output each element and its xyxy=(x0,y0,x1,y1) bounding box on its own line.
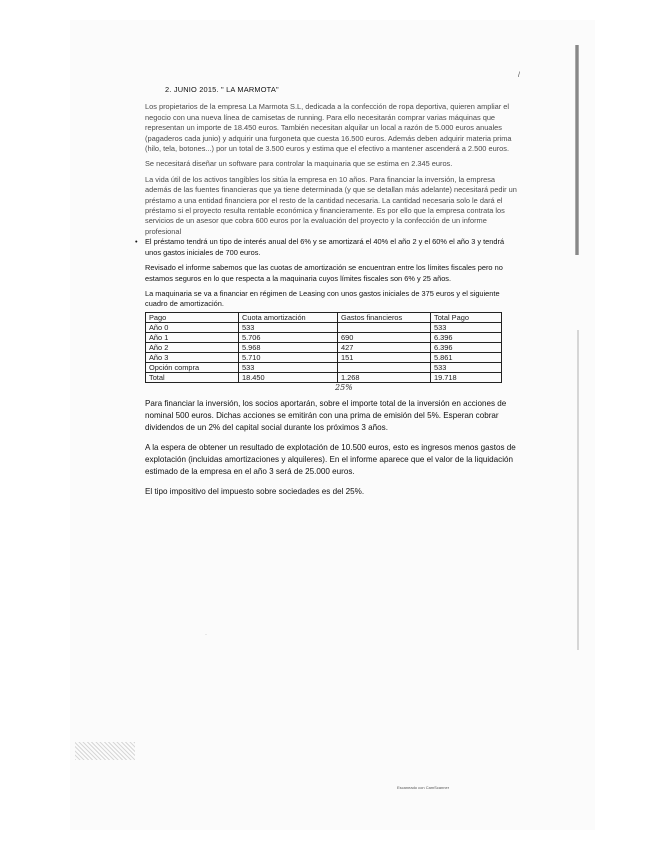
table-cell: 533 xyxy=(431,362,502,372)
paragraph-explotacion: A la espera de obtener un resultado de explotación de 10.500 euros, esto es ingresos menos gastos de explotación (incluidas amortizaciones y alquileres). En el informe aparece que el valor de la liquidación estimado de la empresa en el año 3 será de 25.000 euros. xyxy=(145,442,516,476)
table-row xyxy=(146,362,502,372)
table-header-cell: Total Pago xyxy=(431,312,502,322)
paragraph-software: Se necesitará diseñar un software para controlar la maquinaria que se estima en 2.345 euros. xyxy=(145,159,453,169)
scan-dot: · xyxy=(205,632,207,638)
paragraph-impuesto: El tipo impositivo del impuesto sobre sociedades es del 25%. xyxy=(145,486,365,496)
table-header-row xyxy=(146,312,502,322)
paragraph-activos: La vida útil de los activos tangibles los sitúa la empresa en 10 años. Para financiar la inversión, la empresa además de las fuentes financieras que ya tiene determinada (y que se detallan más adelante) necesitará pedir un préstamo a una entidad financiera por el resto de la cantidad necesaria. La cantidad necesaria solo le dará el préstamo si el proyecto resulta rentable económica y financieramente. Es por ello que la empresa contrata los servicios de un asesor que cobra 600 euros por la evaluación del proyecto y la confección de un informe profesional xyxy=(145,174,517,236)
leasing-amortization-table xyxy=(145,312,502,383)
paragraph-prestamo-text: El préstamo tendrá un tipo de interés anual del 6% y se amortizará el 40% el año 2 y el 60% el año 3 y tendrá unos gastos iniciales de 700 euros. xyxy=(145,237,505,257)
table-cell: 151 xyxy=(338,352,431,362)
bullet-mark: • xyxy=(135,237,138,247)
scan-smudge xyxy=(75,742,135,760)
table-cell: Año 3 xyxy=(146,352,239,362)
table-cell: 5.706 xyxy=(239,332,338,342)
table-cell: Año 2 xyxy=(146,342,239,352)
table-cell: Total xyxy=(146,372,239,382)
table-cell: 19.718 xyxy=(431,372,502,382)
table-cell: Año 1 xyxy=(146,332,239,342)
page-edge-shadow-faint xyxy=(577,330,579,650)
table-row xyxy=(146,332,502,342)
table-cell: 1.268 xyxy=(338,372,431,382)
table-cell: 533 xyxy=(239,322,338,332)
table-cell xyxy=(338,362,431,372)
table-cell xyxy=(338,322,431,332)
table-cell: 5.861 xyxy=(431,352,502,362)
table-cell: Opción compra xyxy=(146,362,239,372)
handwritten-note: 25% xyxy=(335,382,353,392)
table-header-cell: Cuota amortización xyxy=(239,312,338,322)
paragraph-informe: Revisado el informe sabemos que las cuotas de amortización se encuentran entre los límites fiscales pero no estamos seguros en lo que respecta a la maquinaria cuyos límites fiscales son 6% y 25 años. xyxy=(145,263,503,283)
table-cell: 533 xyxy=(239,362,338,372)
table-cell: 690 xyxy=(338,332,431,342)
paragraph-leasing: La maquinaria se va a financiar en régimen de Leasing con unos gastos iniciales de 375 euros y el siguiente cuadro de amortización. xyxy=(145,288,500,309)
table-row xyxy=(146,342,502,352)
table-cell: Año 0 xyxy=(146,322,239,332)
paragraph-prestamo xyxy=(135,237,520,258)
table-cell: 533 xyxy=(431,322,502,332)
table-cell: 6.396 xyxy=(431,342,502,352)
paragraph-intro: Los propietarios de la empresa La Marmota S.L, dedicada a la confección de ropa deportiva, quieren ampliar el negocio con una nueva línea de camisetas de running. Para ello necesitarán comprar varias máquinas que representan un importe de 18.450 euros. También necesitan alquilar un local a razón de 5.000 euros anuales (pagaderos cada junio) y adquirir una furgoneta que cuesta 16.500 euros. Además deben adquirir materia prima (hilo, tela, botones...) por un total de 3.500 euros y estima que el efectivo a mantener ascenderá a 2.500 euros. xyxy=(145,102,512,154)
table-cell: 427 xyxy=(338,342,431,352)
table-cell: 5.710 xyxy=(239,352,338,362)
table-cell: 6.396 xyxy=(431,332,502,342)
table-row xyxy=(146,322,502,332)
table-cell: 18.450 xyxy=(239,372,338,382)
scanner-watermark: Escaneado con CamScanner xyxy=(397,785,450,790)
table-header-cell: Pago xyxy=(146,312,239,322)
page-edge-shadow xyxy=(575,45,579,255)
scan-speck: / xyxy=(518,72,520,79)
table-cell: 5.968 xyxy=(239,342,338,352)
exercise-content xyxy=(135,85,520,503)
table-row xyxy=(146,352,502,362)
table-header-cell: Gastos financieros xyxy=(338,312,431,322)
table-row xyxy=(146,372,502,382)
paragraph-socios: Para financiar la inversión, los socios aportarán, sobre el importe total de la inversión en acciones de nominal 500 euros. Dichas acciones se emitirán con una prima de emisión del 5%. Esperan cobrar dividendos de un 2% del capital social durante los próximos 3 años. xyxy=(145,398,507,432)
exercise-title: 2. JUNIO 2015. " LA MARMOTA" xyxy=(165,85,279,94)
